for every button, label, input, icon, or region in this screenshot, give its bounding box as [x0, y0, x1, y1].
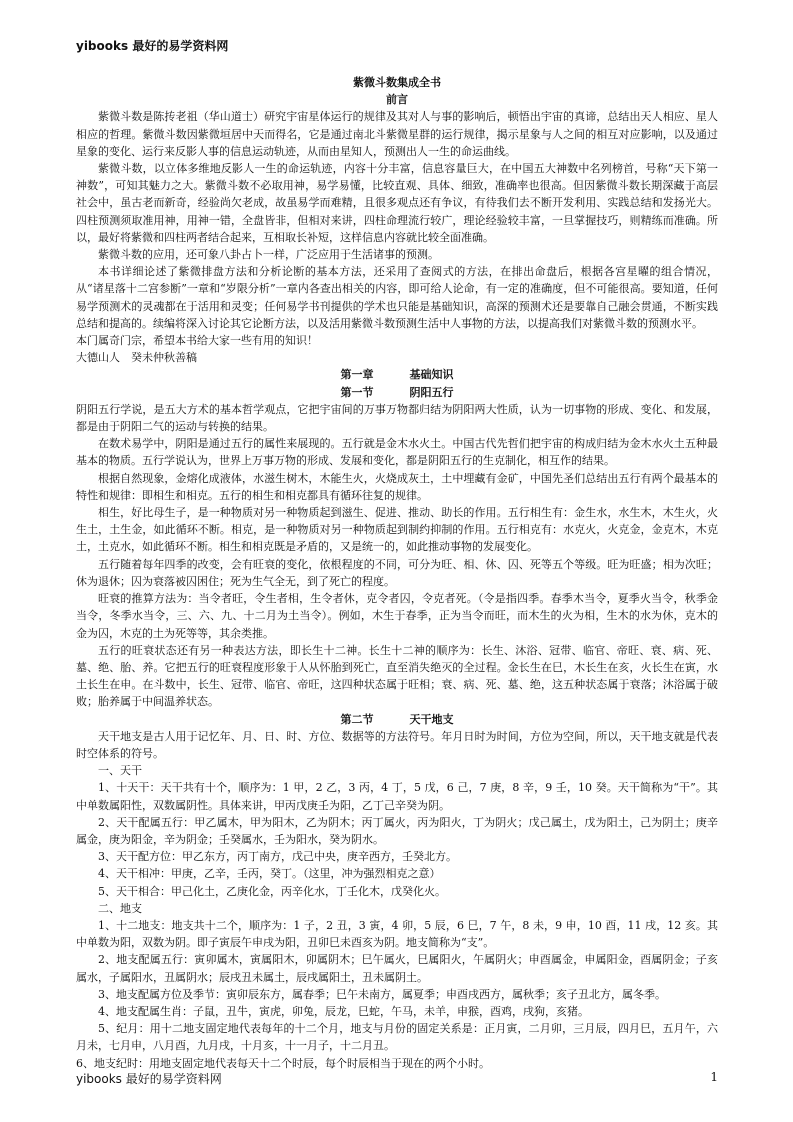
list-item: 4、天干相冲：甲庚，乙辛，壬丙，癸丁。（这里，冲为强烈相克之意） [98, 867, 441, 881]
preface-paragraph: 紫微斗数是陈抟老祖（华山道士）研究宇宙星体运行的规律及其对人与事的影响后，顿悟出宇宙的真谛，总结出天人相应、星人相应的哲理。紫微斗数因紫微垣居中天而得名，它是通过南北斗紫微星群的运行规律，揭示星象与人之间的相互对应影响，以及通过星象的变化、运行来反影人事的信息运动轨迹，从而由星知人，预测出人一生的命运曲线。 [76, 110, 718, 158]
chapter-label: 第一章 [340, 368, 374, 382]
chapter-title: 基础知识 [409, 368, 454, 382]
list-item: 1、十二地支：地支共十二个，顺序为：1 子，2 丑，3 寅，4 卯，5 辰，6 巳，7 午，8 未，9 申，10 酉，11 戌，12 亥。其中单数为阳，双数为阴。即子寅辰午申戌为阳，丑卯巳未酉亥为阴。地支简称为“支”。 [76, 918, 718, 950]
list-item: 4、地支配属生肖：子鼠，丑牛，寅虎，卯兔，辰龙，巳蛇，午马，未羊，申猴，酉鸡，戌狗，亥猪。 [98, 1004, 589, 1018]
section-label: 第二节 [340, 712, 374, 726]
book-title: 紫微斗数集成全书 [353, 76, 441, 89]
section-paragraph: 根据自然现象，金熔化成液体，水滋生树木，木能生火，火烧成灰土，土中埋藏有金矿，中国先圣们总结出五行有两个最基本的特性和规律：即相生和相克。五行的相生和相克都具有循环往复的规律。 [76, 471, 718, 502]
page-number: 1 [710, 1070, 718, 1084]
document-body [76, 74, 718, 1072]
section-paragraph: 旺衰的推算方法为：当令者旺，令生者相，生令者休，克令者囚，令克者死。（令是指四季。春季木当令，夏季火当令，秋季金当令，冬季水当令，三、六、九、十二月为土当令）。例如，木生于春季，正为当令而旺，而木生的火为相，生木的水为休，克木的金为囚，木克的土为死等等，其余类推。 [76, 592, 718, 640]
preface-paragraph: 本门属奇门宗，希望本书给大家一些有用的知识！ [76, 334, 318, 348]
section-title: 阴阳五行 [409, 385, 454, 399]
section-paragraph: 在数术易学中，阴阳是通过五行的属性来展现的。五行就是金木水火土。中国古代先哲们把宇宙的构成归结为金木水火土五种最基本的物质。五行学说认为，世界上万事万物的形成、发展和变化，都是阴阳五行的生克制化，相互作的结果。 [76, 437, 718, 468]
preface-signature: 大德山人 癸未仲秋善稿 [76, 351, 197, 365]
footer-site: yibooks 最好的易学资料网 [76, 1072, 222, 1086]
section-paragraph: 阴阳五行学说，是五大方术的基本哲学观点，它把宇宙间的万事万物都归结为阴阳两大性质，认为一切事物的形成、变化、和发展，都是由于阴阳二气的运动与转换的结果。 [76, 402, 718, 434]
preface-paragraph: 紫微斗数的应用，还可象八卦占卜一样，广泛应用于生活诸事的预测。 [98, 248, 439, 262]
section-title: 天干地支 [409, 712, 454, 726]
section-paragraph: 相生，好比母生子，是一种物质对另一种物质起到滋生、促进、推动、助长的作用。五行相生有：金生水，水生木，木生火，火生土，土生金，如此循环不断。相克，是一种物质对另一种物质起到制约抑制的作用。五行相克有：水克火，火克金，金克木，木克土，土克水，如此循环不断。相生和相克既是矛盾的，又是统一的，如此推动事物的发展变化。 [76, 506, 718, 554]
page-footer [76, 1070, 718, 1087]
preface-heading: 前言 [386, 93, 408, 107]
list-item: 5、纪月：用十二地支固定地代表每年的十二个月，地支与月份的固定关系是：正月寅，二月卯，三月辰，四月巳，五月午，六月未，七月申，八月酉，九月戌，十月亥，十一月子，十二月丑。 [76, 1022, 718, 1053]
list-item: 3、天干配方位：甲乙东方，丙丁南方，戊己中央，庚辛西方，壬癸北方。 [98, 850, 457, 864]
page-header: yibooks 最好的易学资料网 [76, 39, 229, 53]
section-paragraph: 五行的旺衰状态还有另一种表达方法，即长生十二神。长生十二神的顺序为：长生、沐浴、冠带、临官、帝旺、衰、病、死、墓、绝、胎、养。它把五行的旺衰程度形象于人从怀胎到死亡，直至消失绝灭的全过程。金长生在巳，木长生在亥，火长生在寅，水土长生在申。在斗数中，长生、冠带、临官、帝旺，这四种状态属于旺相；衰、病、死、墓、绝，这五种状态属于衰落；沐浴属于破败；胎养属于中间温养状态。 [76, 643, 718, 709]
preface-paragraph: 本书详细论述了紫微排盘方法和分析论断的基本方法，还采用了查阅式的方法，在排出命盘后，根据各宫星曜的组合情况，从“诸星落十二宫参断”一章和“岁限分析”一章内各查出相关的内容，即可给人论命，有一定的准确度，但不可能很高。要知道，任何易学预测术的灵魂都在于活用和灵变；任何易学书刊提供的学术也只能是基础知识，高深的预测术还是要靠自己融会贯通，不断实践总结和提高的。续编将深入讨论其它论断方法，以及活用紫微斗数预测生活中人事物的方法，以提高我们对紫微斗数的预测水平。 [76, 265, 718, 330]
list-item: 2、地支配属五行：寅卯属木，寅属阳木，卯属阴木；巳午属火，巳属阳火，午属阴火；申酉属金，申属阳金，酉属阴金；子亥属水，子属阳水，丑属阴水；辰戌丑未属土，辰戌属阳土，丑未属阴土。 [76, 953, 718, 984]
list-item: 5、天干相合：甲己化土，乙庚化金，丙辛化水，丁壬化木，戊癸化火。 [98, 884, 446, 898]
section-heading [76, 711, 718, 728]
section-paragraph: 天干地支是古人用于记忆年、月、日、时、方位、数据等的方法符号。年月日时为时间，方位为空间，所以，天干地支就是代表时空体系的符号。 [76, 729, 718, 760]
subsection-heading: 一、天干 [98, 764, 142, 778]
section-heading [76, 384, 718, 401]
section-label: 第一节 [340, 385, 374, 399]
list-item: 6、地支纪时：用地支固定地代表每天十二个时辰，每个时辰相当于现在的两个小时。 [76, 1056, 490, 1070]
preface-paragraph: 紫微斗数，以立体多维地反影人一生的命运轨迹，内容十分丰富，信息容量巨大，在中国五大神数中名列榜首，号称“天下第一神数”，可知其魅力之大。紫微斗数不必取用神，易学易懂，比较直观、具体、细致，准确率也很高。但因紫微斗数长期深藏于高层社会中，虽古老而新奇，经验尚欠老成，故虽易学而难精，且很多观点还有争议，有待我们去不断开发利用、实践总结和发扬光大。四柱预测须取准用神，用神一错，全盘皆非，但相对来讲，四柱命理流行较广，理论经验较丰富，一旦掌握技巧，则精练而准确。所以，最好将紫微和四柱两者结合起来，互相取长补短，这样信息内容就比较全面准确。 [76, 162, 718, 244]
subsection-heading: 二、地支 [98, 901, 142, 915]
section-paragraph: 五行随着每年四季的改变，会有旺衰的变化，依根程度的不同，可分为旺、相、休、囚、死等五个等级。旺为旺盛；相为次旺；休为退休；囚为衰落被囚困住；死为生气全无，到了死亡的程度。 [76, 557, 718, 588]
list-item: 1、十天干：天干共有十个，顺序为：1 甲，2 乙，3 丙，4 丁，5 戊，6 己，7 庚，8 辛，9 壬，10 癸。天干简称为“干”。其中单数属阳性，双数属阴性。具体来讲，甲丙戊庚壬为阳，乙丁己辛癸为阴。 [76, 781, 718, 812]
list-item: 2、天干配属五行：甲乙属木，甲为阳木，乙为阴木；丙丁属火，丙为阳火，丁为阴火；戊己属土，戊为阳土，己为阴土；庚辛属金，庚为阳金，辛为阴金；壬癸属水，壬为阳水，癸为阴水。 [76, 815, 718, 846]
chapter-heading [76, 366, 718, 383]
list-item: 3、地支配属方位及季节：寅卯辰东方，属春季；巳午未南方，属夏季；申酉戌西方，属秋季；亥子丑北方，属冬季。 [98, 987, 666, 1001]
